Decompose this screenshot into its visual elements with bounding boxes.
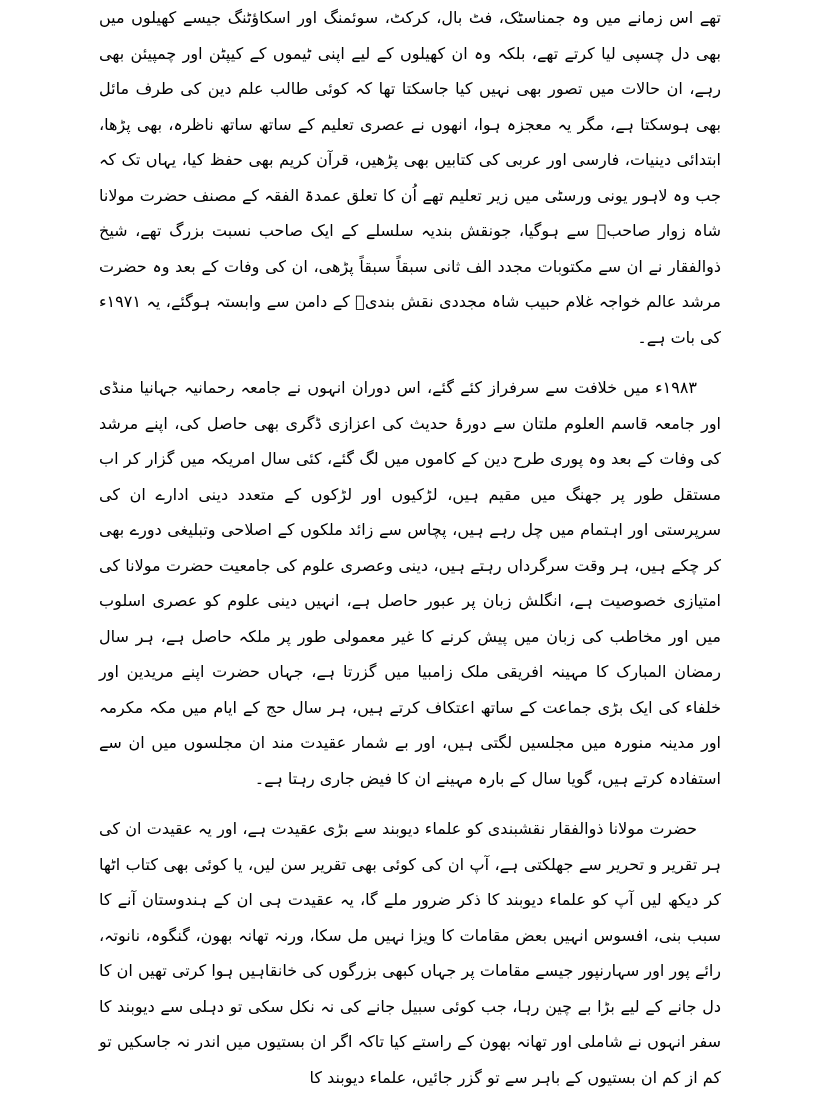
paragraph-gap xyxy=(99,796,721,811)
paragraph-3: حضرت مولانا ذوالفقار نقشبندی کو علماء دیوبند سے بڑی عقیدت ہے، اور یہ عقیدت ان کی ہر تقریر و تحریر سے جھلکتی ہے، آپ ان کی کوئی بھی تقریر سن لیں، یا کوئی بھی کتاب اٹھا کر دیکھ لیں آپ کو علماء دیوبند کا ذکر ضرور ملے گا، یہ عقیدت ہی ان کے ہندوستان آنے کا سبب بنی، افسوس انہیں بعض مقامات کا ویزا نہیں مل سکا، ورنہ تھانہ بھون، گنگوہ، نانوتہ، رائے پور اور سہارنپور جیسے مقامات پر جہاں کبھی بزرگوں کی خانقاہیں ہوا کرتی تھیں ان کا دل جانے کے لیے بڑا بے چین رہا، جب کوئی سبیل جانے کی نہ نکل سکی تو دہلی سے دیوبند کا سفر انہوں نے شاملی اور تھانہ بھون کے راستے کیا تاکہ اگر ان بستیوں میں اندر نہ جاسکیں تو کم از کم ان بستیوں کے باہر سے تو گزر جائیں، علماء دیوبند کا xyxy=(99,819,722,1087)
paragraph-1: تھے اس زمانے میں وہ جمناسٹک، فٹ بال، کرکٹ، سوئمنگ اور اسکاؤٹنگ جیسے کھیلوں میں بھی دل چسپی لیا کرتے تھے، بلکہ وہ ان کھیلوں کے لیے اپنی ٹیموں کے کیپٹن اور چمپیئن بھی رہے، ان حالات میں تصور بھی نہیں کیا جاسکتا تھا کہ کوئی طالب علم دین کی طرف مائل بھی ہوسکتا ہے، مگر یہ معجزہ ہوا، انھوں نے عصری تعلیم کے ساتھ ساتھ ناظرہ، بھی پڑھا، ابتدائی دینیات، فارسی اور عربی کی کتابیں بھی پڑھیں، قرآن کریم بھی حفظ کیا، یہاں تک کہ جب وہ لاہور یونی ورسٹی میں زیر تعلیم تھے اُن کا تعلق عمدۃ الفقہ کے مصنف حضرت مولانا شاہ زوار صاحبؒ سے ہوگیا، جونقش بندیہ سلسلے کے ایک صاحب نسبت بزرگ تھے، شیخ ذوالفقار نے ان سے مکتوبات مجدد الف ثانی سبقاً سبقاً پڑھی، ان کی وفات کے بعد وہ حضرت مرشد عالم خواجہ غلام حبیب شاہ مجددی نقش بندیؒ کے دامن سے وابستہ ہوگئے، یہ ۱۹۷۱ء کی بات ہے۔ xyxy=(99,8,721,347)
paragraph-gap xyxy=(99,355,721,370)
paragraph-2: ۱۹۸۳ء میں خلافت سے سرفراز کئے گئے، اس دوران انہوں نے جامعہ رحمانیہ جہانیا منڈی اور جامعہ قاسم العلوم ملتان سے دورۂ حدیث کی اعزازی ڈگری بھی حاصل کی، اپنے مرشد کی وفات کے بعد وہ پوری طرح دین کے کاموں میں لگ گئے، کئی سال امریکہ میں گزار کر اب مستقل طور پر جھنگ میں مقیم ہیں، لڑکیوں اور لڑکوں کے متعدد دینی ادارے ان کی سرپرستی اور اہتمام میں چل رہے ہیں، پچاس سے زائد ملکوں کے اصلاحی وتبلیغی دورے بھی کر چکے ہیں، ہر وقت سرگرداں رہتے ہیں، دینی وعصری علوم کی جامعیت حضرت مولانا کی امتیازی خصوصیت ہے، انگلش زبان پر عبور حاصل ہے، انہیں دینی علوم کو عصری اسلوب میں اور مخاطب کی زبان میں پیش کرنے کا غیر معمولی طور پر ملکہ حاصل ہے، ہر سال رمضان المبارک کا مہینہ افریقی ملک زامبیا میں گزرتا ہے، جہاں حضرت اپنے مریدین اور خلفاء کی ایک بڑی جماعت کے ساتھ اعتکاف کرتے ہیں، ہر سال حج کے ایام میں مکہ مکرمہ اور مدینہ منورہ میں مجلسیں لگتی ہیں، اور بے شمار عقیدت مند ان مجلسوں میں ان سے استفادہ کرتے ہیں، گویا سال کے بارہ مہینے ان کا فیض جاری رہتا ہے۔ xyxy=(99,378,721,788)
